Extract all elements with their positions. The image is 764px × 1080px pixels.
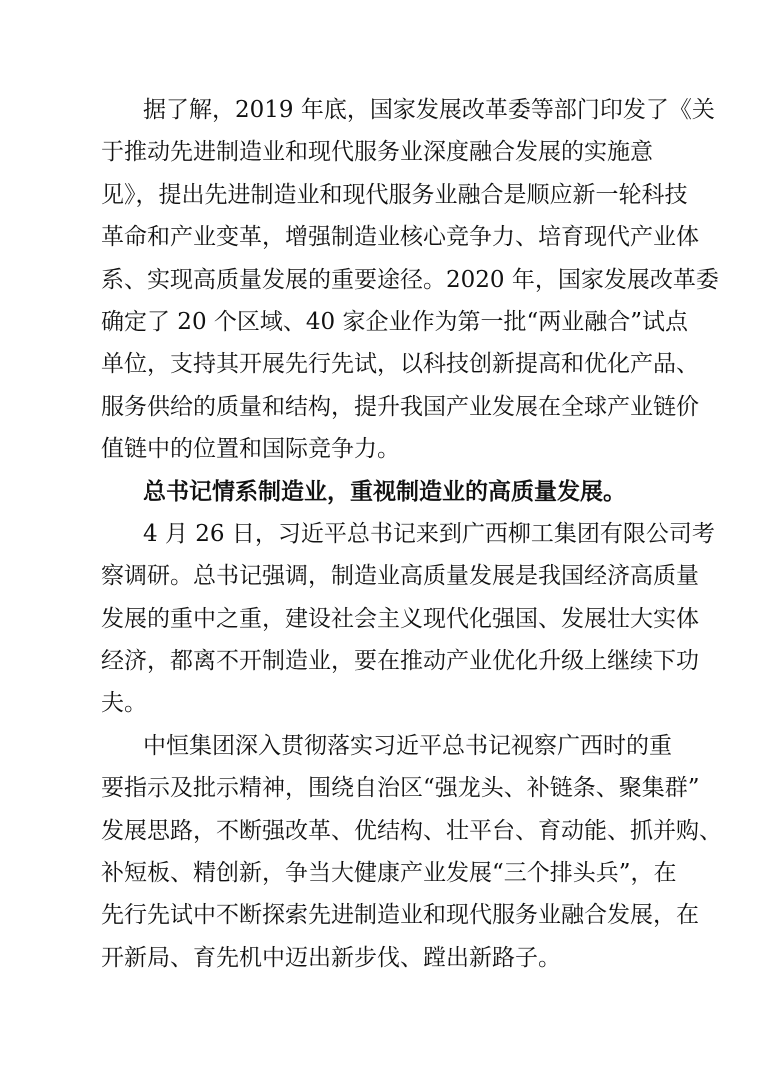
paragraph-line: 见》，提出先进制造业和现代服务业融合是顺应新一轮科技 [101, 181, 688, 208]
paragraph-line: 发展思路，不断强改革、优结构、壮平台、育动能、抓并购、 [101, 817, 722, 844]
paragraph-line: 确定了 20 个区域、40 家企业作为第一批“两业融合”试点 [101, 308, 688, 335]
paragraph-line: 单位，支持其开展先行先试，以科技创新提高和优化产品、 [101, 351, 699, 378]
paragraph-line: 察调研。总书记强调，制造业高质量发展是我国经济高质量 [101, 563, 699, 590]
heading-line: 总书记情系制造业，重视制造业的高质量发展。 [143, 478, 626, 505]
document-text-block [101, 89, 722, 979]
paragraph-line: 革命和产业变革，增强制造业核心竞争力、培育现代产业体 [101, 224, 699, 251]
paragraph-line: 经济，都离不开制造业，要在推动产业优化升级上继续下功 [101, 648, 699, 675]
paragraph-line: 值链中的位置和国际竞争力。 [101, 436, 400, 463]
paragraph-line: 补短板、精创新，争当大健康产业发展“三个排头兵”，在 [101, 860, 677, 887]
paragraph-line: 开新局、育先机中迈出新步伐、蹚出新路子。 [101, 944, 561, 971]
paragraph-line: 系、实现高质量发展的重要途径。2020 年，国家发展改革委 [101, 266, 719, 293]
paragraph-line: 于推动先进制造业和现代服务业深度融合发展的实施意 [101, 139, 653, 166]
paragraph-line: 夫。 [101, 690, 147, 717]
paragraph-line: 中恒集团深入贯彻落实习近平总书记视察广西时的重 [143, 732, 672, 759]
paragraph-line: 4 月 26 日，习近平总书记来到广西柳工集团有限公司考 [143, 520, 715, 547]
paragraph-line: 服务供给的质量和结构，提升我国产业发展在全球产业链价 [101, 393, 699, 420]
paragraph-line: 据了解，2019 年底，国家发展改革委等部门印发了《关 [143, 97, 715, 123]
paragraph-line: 发展的重中之重，建设社会主义现代化强国、发展壮大实体 [101, 605, 699, 632]
paragraph-line: 先行先试中不断探索先进制造业和现代服务业融合发展，在 [101, 902, 699, 929]
paragraph-line: 要指示及批示精神，围绕自治区“强龙头、补链条、聚集群” [101, 775, 700, 802]
